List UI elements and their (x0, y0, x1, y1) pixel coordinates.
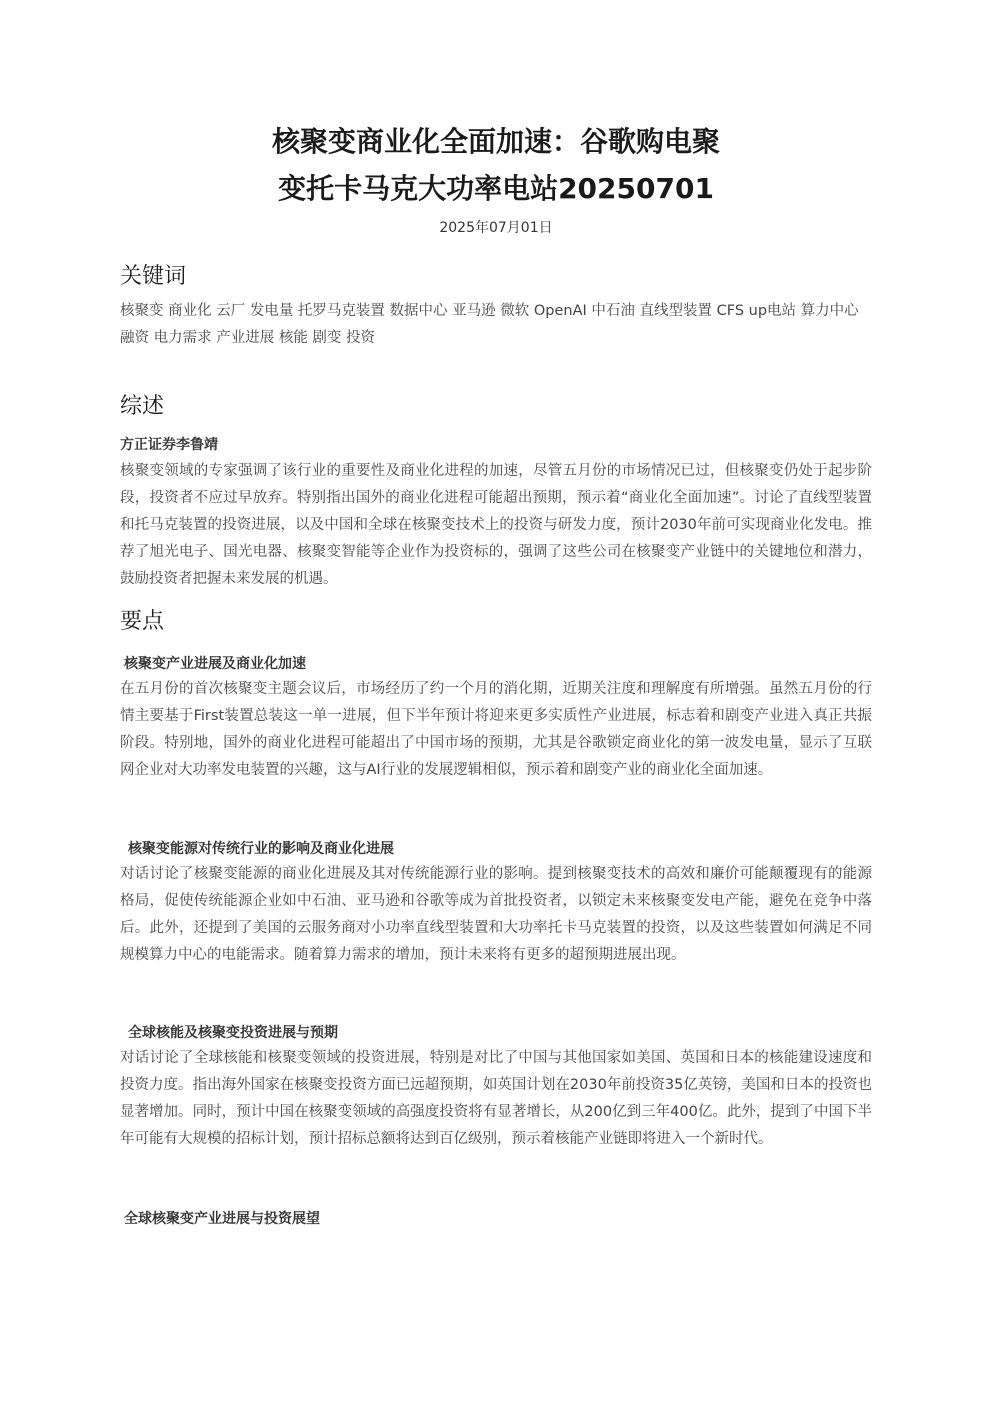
summary-heading: 综述 (120, 394, 165, 419)
keypoint-2-title: 核聚变能源对传统行业的影响及商业化进展 (128, 841, 394, 857)
keypoint-1-text: 在五月份的首次核聚变主题会议后，市场经历了约一个月的消化期，近期关注度和理解度有所增强。虽然五月份的行情主要基于First装置总装这一单一进展，但下半年预计将迎来更多实质性产业进展，标志着和剧变产业进入真正共振阶段。特别地，国外的商业化进程可能超出了中国市场的预期，尤其是谷歌锁定商业化的第一波发电量，显示了互联网企业对大功率发电装置的兴趣，这与AI行业的发展逻辑相似，预示着和剧变产业的商业化全面加速。 (120, 681, 872, 778)
keypoint-4-title: 全球核聚变产业进展与投资展望 (124, 1211, 320, 1227)
keypoint-3-text: 对话讨论了全球核能和核聚变领域的投资进展，特别是对比了中国与其他国家如美国、英国和日本的核能建设速度和投资力度。指出海外国家在核聚变投资方面已远超预期，如英国计划在2030年前投资35亿英镑，美国和日本的投资也显著增加。同时，预计中国在核聚变领域的高强度投资将有显著增长，从200亿到三年400亿。此外，提到了中国下半年可能有大规模的招标计划，预计招标总额将达到百亿级别，预示着核能产业链即将进入一个新时代。 (120, 1050, 872, 1147)
keywords-list: 核聚变 商业化 云厂 发电量 托罗马克装置 数据中心 亚马逊 微软 OpenAI 中石油 直线型装置 CFS up电站 算力中心 融资 电力需求 产业进展 核能 剧变 投资 (120, 303, 859, 346)
keypoint-2-text: 对话讨论了核聚变能源的商业化进展及其对传统能源行业的影响。提到核聚变技术的高效和廉价可能颠覆现有的能源格局，促使传统能源企业如中石油、亚马逊和谷歌等成为首批投资者，以锁定未来核聚变发电产能，避免在竞争中落后。此外，还提到了美国的云服务商对小功率直线型装置和大功率托卡马克装置的投资，以及这些装置如何满足不同规模算力中心的电能需求。随着算力需求的增加，预计未来将有更多的超预期进展出现。 (120, 866, 872, 963)
keypoint-1-title: 核聚变产业进展及商业化加速 (124, 656, 306, 672)
document-title-line-1: 核聚变商业化全面加速：谷歌购电聚 (271, 125, 720, 158)
summary-text: 核聚变领域的专家强调了该行业的重要性及商业化进程的加速，尽管五月份的市场情况已过，但核聚变仍处于起步阶段，投资者不应过早放弃。特别指出国外的商业化进程可能超出预期，预示着“商业化全面加速”。讨论了直线型装置和托马克装置的投资进展，以及中国和全球在核聚变技术上的投资与研发力度，预计2030年前可实现商业化发电。推荐了旭光电子、国光电器、核聚变智能等企业作为投资标的，强调了这些公司在核聚变产业链中的关键地位和潜力，鼓励投资者把握未来发展的机遇。 (120, 463, 872, 587)
document-date: 2025年07月01日 (439, 220, 553, 236)
keywords-heading: 关键词 (120, 264, 187, 289)
keypoints-heading: 要点 (120, 609, 165, 634)
keypoint-3-title: 全球核能及核聚变投资进展与预期 (128, 1025, 338, 1041)
document-title (120, 118, 872, 212)
summary-author: 方正证券李鲁靖 (120, 437, 218, 453)
document-title-line-2: 变托卡马克大功率电站20250701 (278, 172, 714, 205)
